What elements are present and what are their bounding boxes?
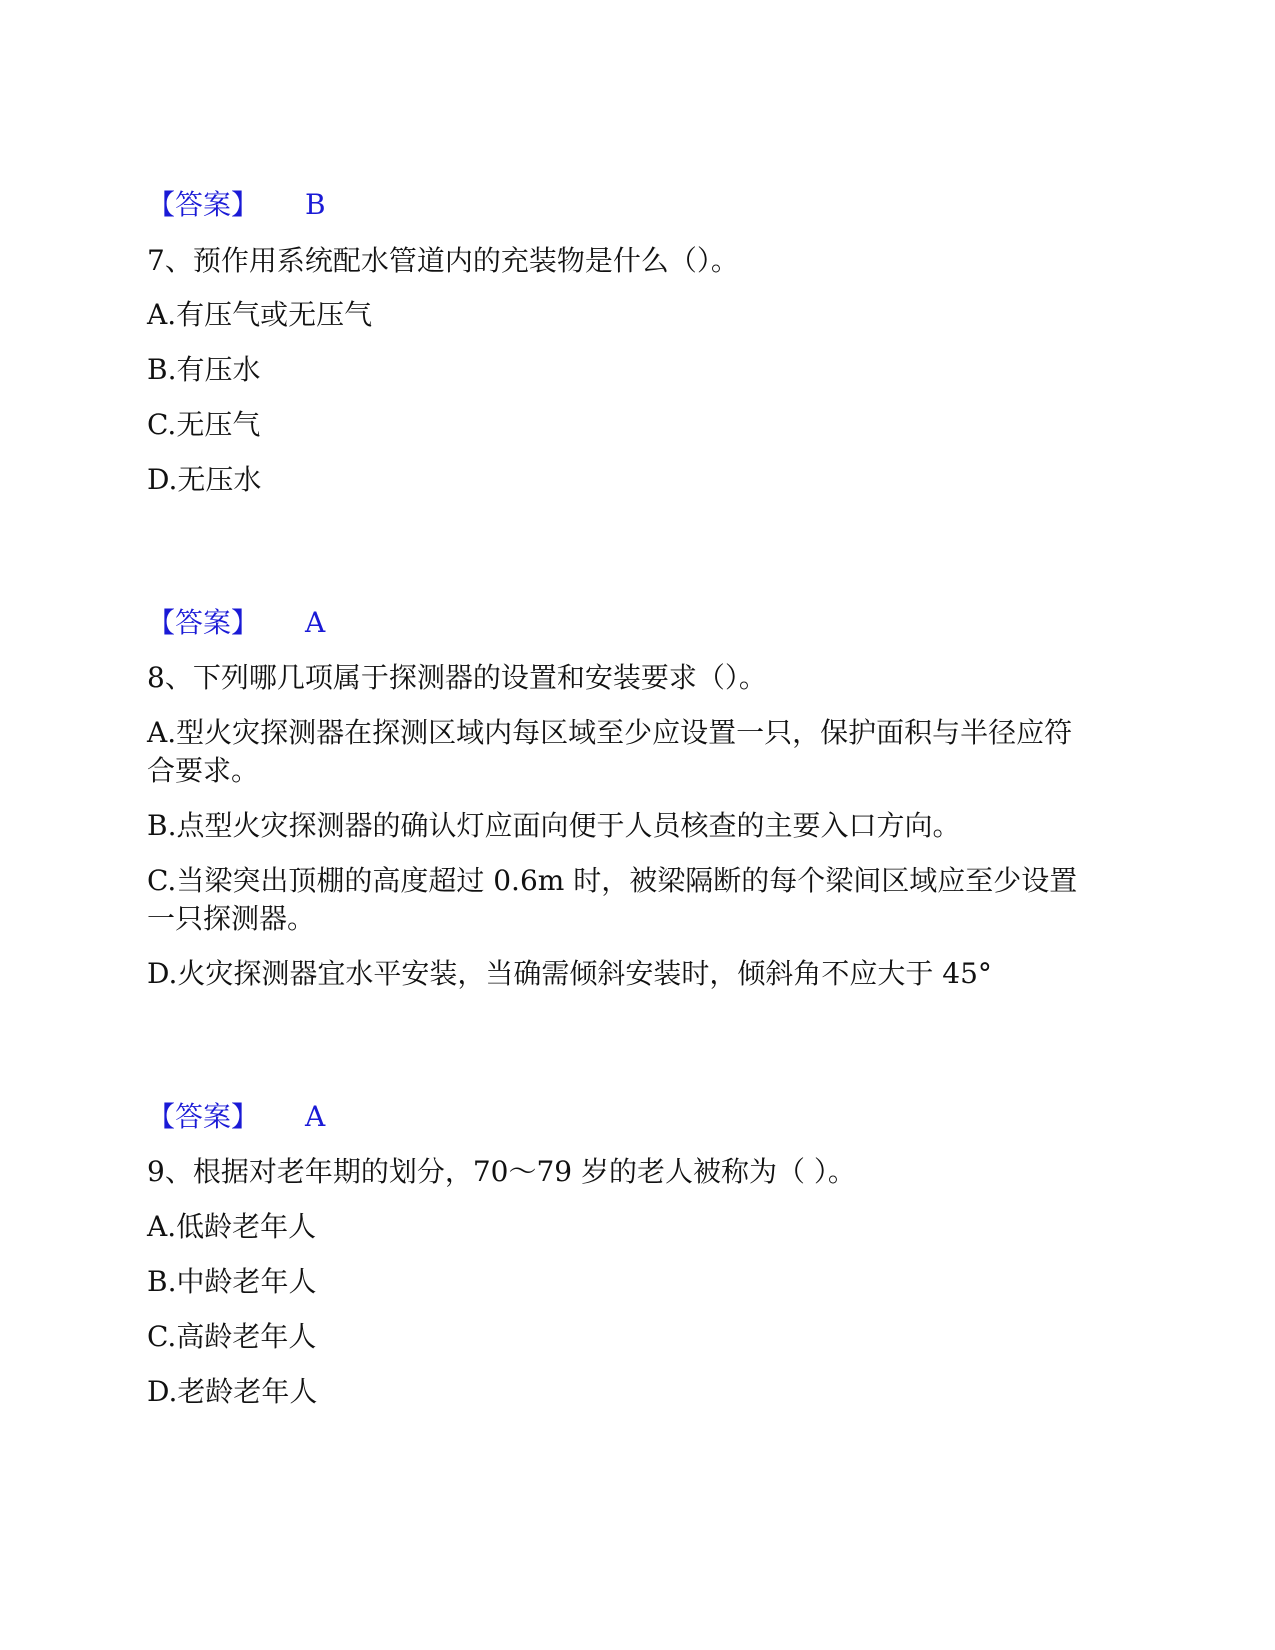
- answer-value: A: [305, 1100, 326, 1133]
- question-8-option-d: D.火灾探测器宜水平安装，当确需倾斜安装时，倾斜角不应大于 45°: [147, 957, 992, 990]
- answer-label: 【答案】: [147, 188, 260, 221]
- question-7-option-c: C.无压气: [147, 408, 261, 441]
- question-8-option-c-cont: 一只探测器。: [147, 902, 316, 935]
- question-8-option-b: B.点型火灾探测器的确认灯应面向便于人员核查的主要入口方向。: [147, 809, 961, 842]
- question-7-option-d: D.无压水: [147, 463, 262, 496]
- answer-line: [147, 1098, 325, 1136]
- question-8-option-c: C.当梁突出顶棚的高度超过 0.6m 时，被梁隔断的每个梁间区域应至少设置: [147, 864, 1078, 897]
- question-9-option-d: D.老龄老年人: [147, 1375, 318, 1408]
- answer-label: 【答案】: [147, 1100, 260, 1133]
- question-7-option-b: B.有压水: [147, 353, 261, 386]
- answer-value: B: [305, 188, 326, 221]
- question-8-option-a: A.型火灾探测器在探测区域内每区域至少应设置一只，保护面积与半径应符: [147, 716, 1073, 749]
- question-9-option-c: C.高龄老年人: [147, 1320, 317, 1353]
- question-8-stem: 8、下列哪几项属于探测器的设置和安装要求（）。: [147, 661, 767, 694]
- question-8-option-a-cont: 合要求。: [147, 754, 260, 787]
- answer-label: 【答案】: [147, 606, 260, 639]
- question-7-option-a: A.有压气或无压气: [147, 298, 373, 331]
- question-7-stem: 7、预作用系统配水管道内的充装物是什么（）。: [147, 244, 739, 277]
- answer-line: [147, 186, 326, 224]
- answer-line: [147, 604, 325, 642]
- question-9-option-a: A.低龄老年人: [147, 1210, 317, 1243]
- answer-value: A: [305, 606, 326, 639]
- question-9-option-b: B.中龄老年人: [147, 1265, 317, 1298]
- question-9-stem: 9、根据对老年期的划分，70～79 岁的老人被称为（ ）。: [147, 1155, 856, 1188]
